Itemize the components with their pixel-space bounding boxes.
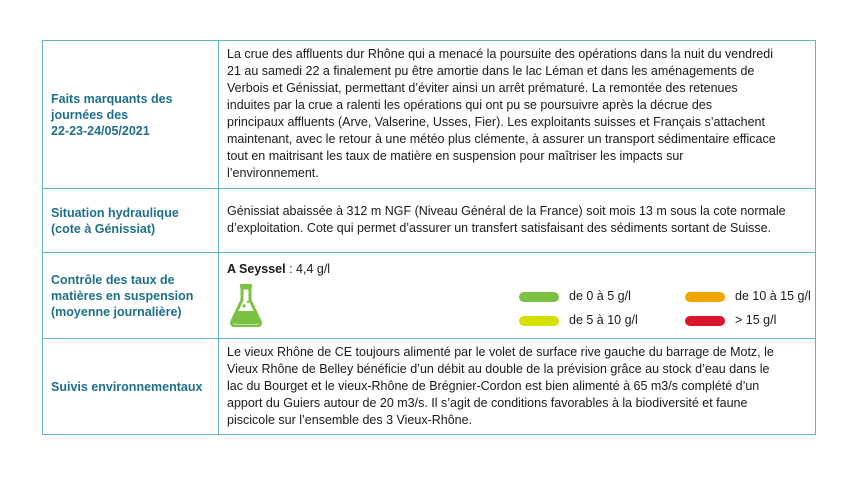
legend-label-10-15: de 10 à 15 g/l <box>735 289 811 303</box>
label-situation-hydraulique: Situation hydraulique (cote à Génissiat) <box>43 189 219 253</box>
row-suivis-environnementaux <box>43 339 816 435</box>
row-faits-marquants <box>43 41 816 189</box>
legend-item-over-15 <box>685 312 776 329</box>
station-name: A Seyssel <box>227 262 286 276</box>
label-faits-marquants: Faits marquants des journées des 22-23-24/05/2021 <box>43 41 219 189</box>
legend-item-5-10 <box>519 312 638 329</box>
text-suivis-environnementaux: Le vieux Rhône de CE toujours alimenté par le volet de surface rive gauche du barrage de Motz, le Vieux Rhône de Belley bénéficie d’un débit au double de la prévision grâce au stock d’eau dans le lac du Bourget et le vieux-Rhône de Brégnier-Cordon est bien alimenté à 65 m3/s complété d’un apport du Guiers autour de 20 m3/s. Il s’agit de conditions favorables à la biodiversité et faune piscicole sur l’ensemble des 3 Vieux-Rhône. <box>219 339 816 435</box>
legend-swatch-orange <box>685 292 725 302</box>
legend-label-5-10: de 5 à 10 g/l <box>569 313 638 327</box>
legend-swatch-red <box>685 316 725 326</box>
label-controle-mes: Contrôle des taux de matières en suspension (moyenne journalière) <box>43 253 219 339</box>
measure-separator: : <box>285 262 297 276</box>
flask-icon <box>229 283 263 327</box>
legend-label-over-15: > 15 g/l <box>735 313 777 327</box>
text-situation-hydraulique: Génissiat abaissée à 312 m NGF (Niveau Général de la France) soit mois 13 m sous la cote normale d’exploitation. Cote qui permet d’assurer un transfert satisfaisant des sédiments sortant de Suisse. <box>219 189 816 253</box>
row-situation-hydraulique <box>43 189 816 253</box>
text-faits-marquants: La crue des affluents dur Rhône qui a menacé la poursuite des opérations dans la nuit du vendredi 21 au samedi 22 a finalement pu être amortie dans le lac Léman et dans les aménagements de Verbois et Génissiat, permettant d’éviter ainsi un arrêt prématuré. La remontée des retenues induites par la crue a ralenti les opérations qui ont pu se poursuivre après la décrue des principaux affluents (Arve, Valserine, Usses, Fier). Les exploitants suisses et Français s’attachent maintenant, avec le retour à une météo plus clémente, à assurer un transport sédimentaire efficace tout en maitrisant les taux de matière en suspension pour maîtriser les impacts sur l’environnement. <box>219 41 816 189</box>
report-table <box>42 40 816 435</box>
concentration-legend <box>519 288 819 328</box>
legend-item-10-15 <box>685 288 811 305</box>
seyssel-measurement <box>227 261 807 278</box>
legend-label-0-5: de 0 à 5 g/l <box>569 289 631 303</box>
label-suivis-environnementaux: Suivis environnementaux <box>43 339 219 435</box>
cell-controle-mes <box>219 253 816 339</box>
legend-swatch-yellow <box>519 316 559 326</box>
row-controle-mes <box>43 253 816 339</box>
legend-swatch-green <box>519 292 559 302</box>
measure-value: 4,4 g/l <box>296 262 331 276</box>
legend-item-0-5 <box>519 288 631 305</box>
